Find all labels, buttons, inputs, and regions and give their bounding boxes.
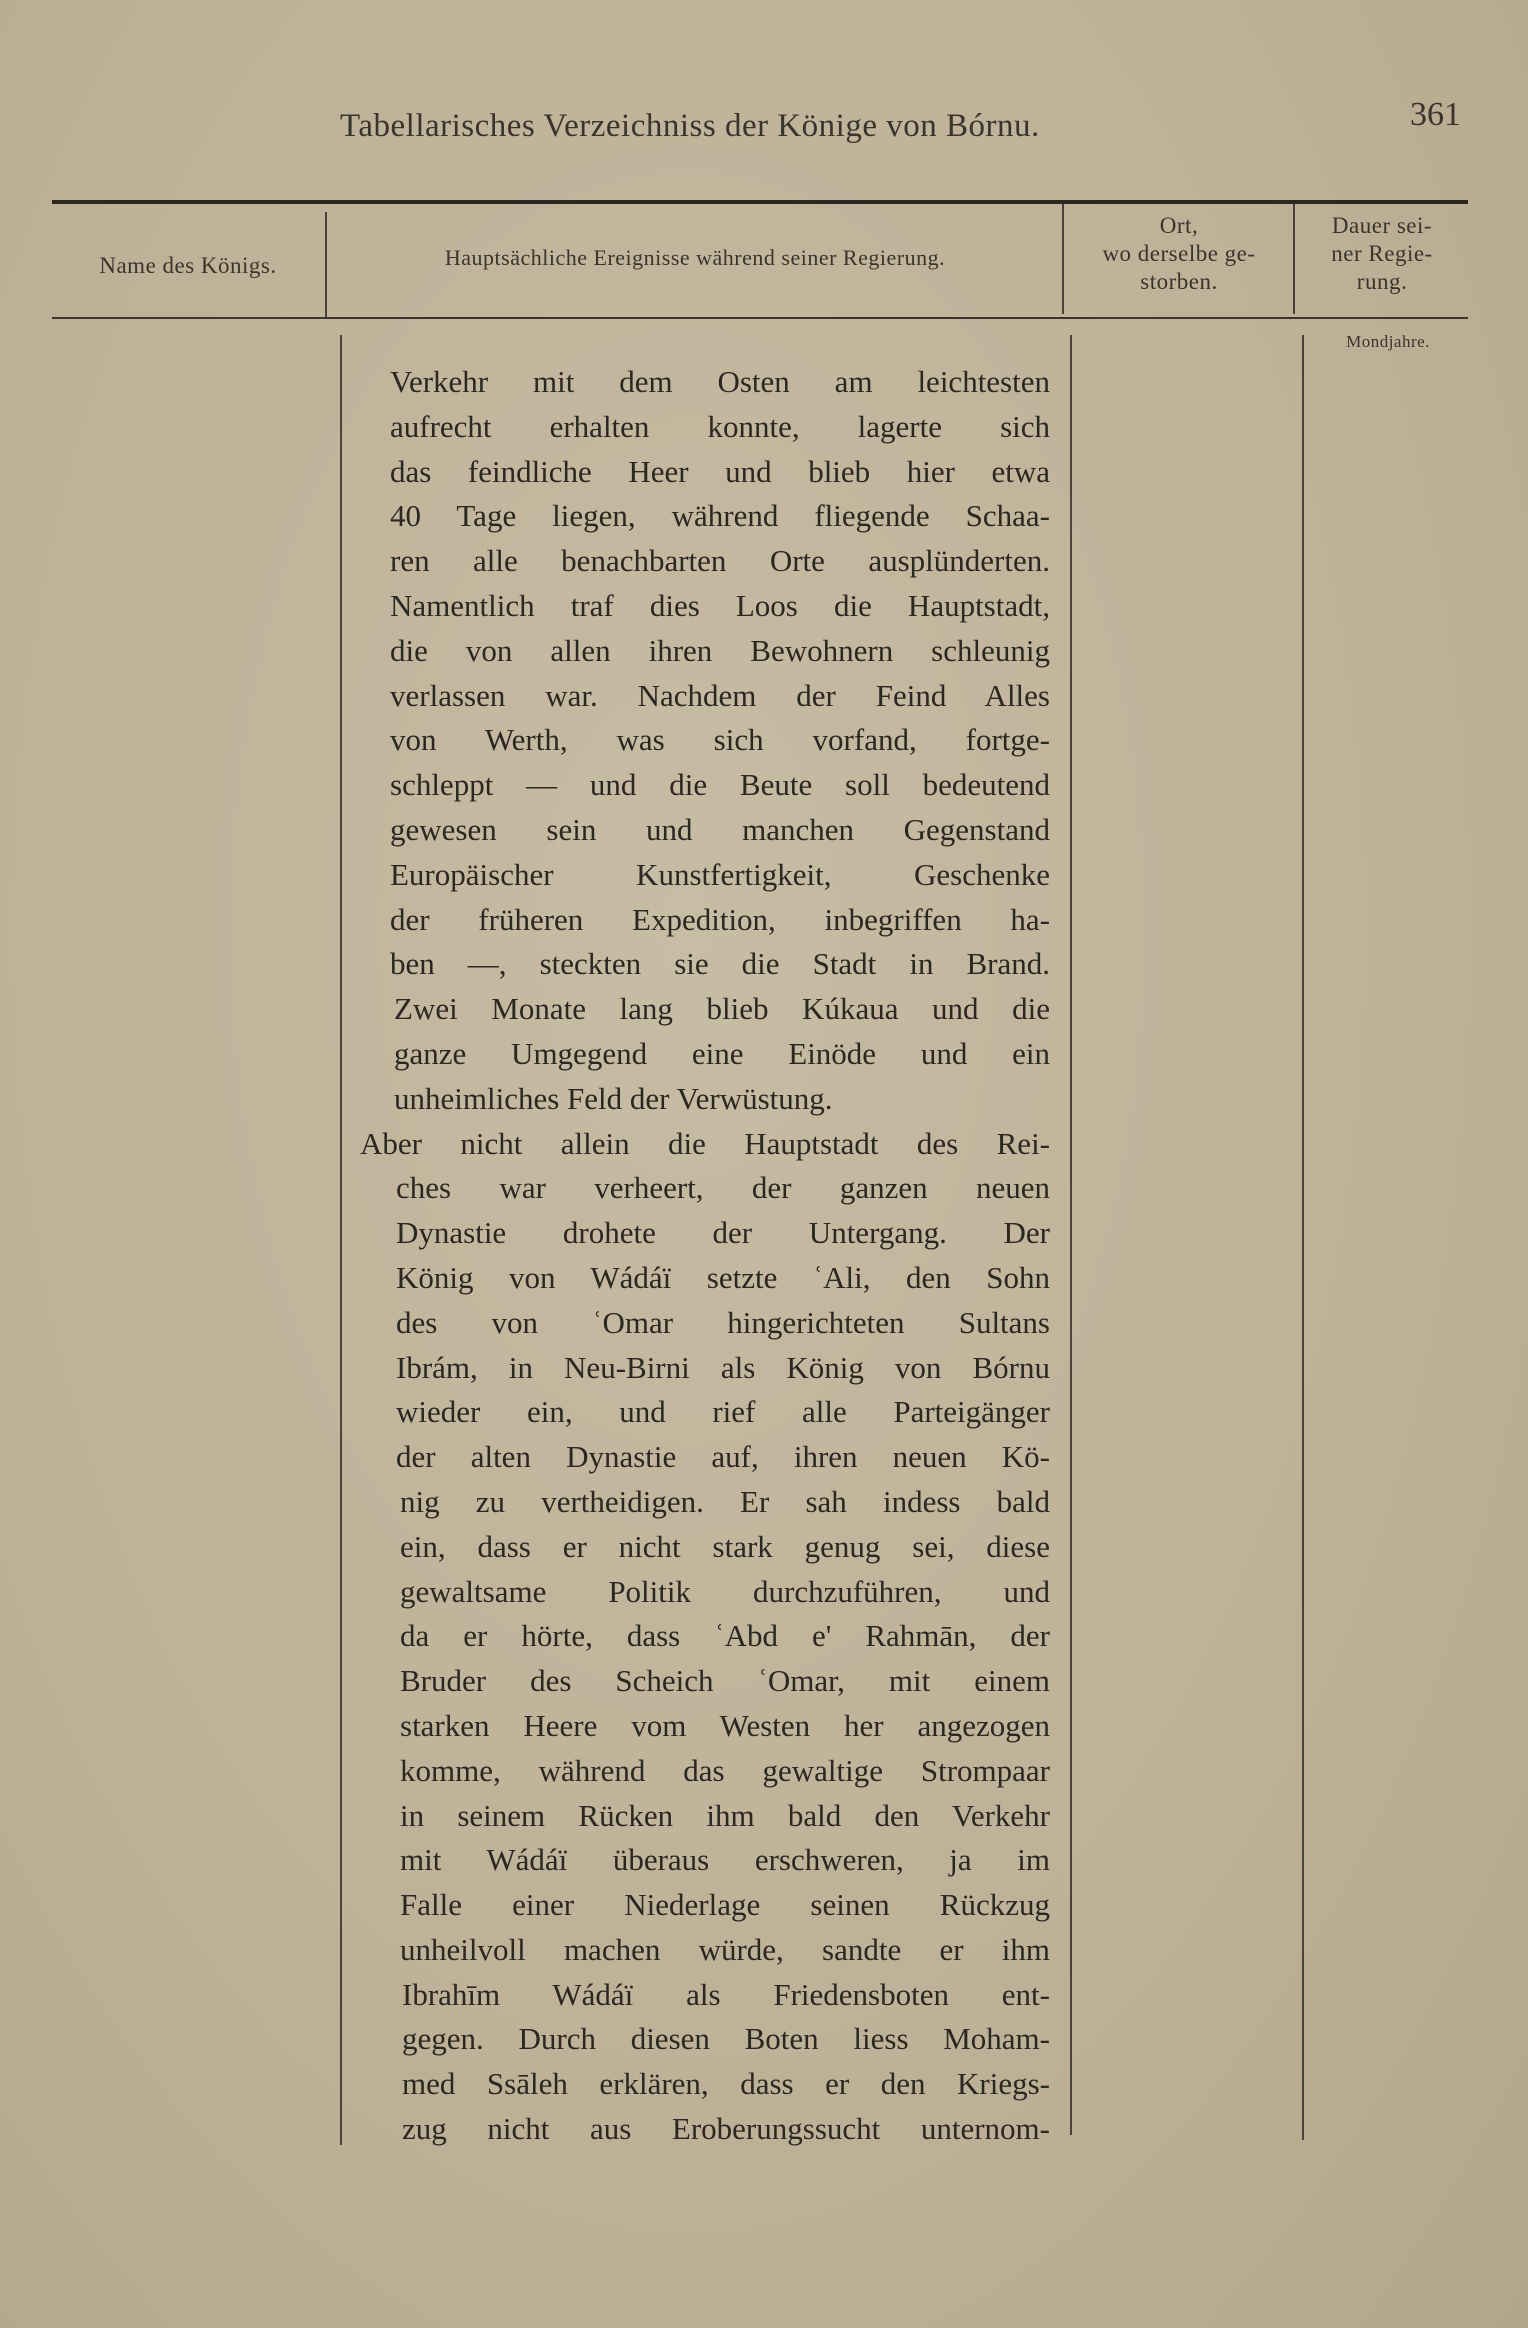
text-line: med Ssāleh erklären, dass er den Kriegs- — [402, 2066, 1050, 2102]
text-line: wieder ein, und rief alle Parteigänger — [396, 1394, 1050, 1430]
text-line: Falle einer Niederlage seinen Rückzug — [400, 1887, 1050, 1923]
top-rule — [52, 200, 1468, 204]
column-header-duration-line: rung. — [1356, 269, 1408, 294]
text-line: Zwei Monate lang blieb Kúkaua und die — [394, 991, 1050, 1027]
text-line: verlassen war. Nachdem der Feind Alles — [390, 677, 1050, 713]
text-line: die von allen ihren Bewohnern schleunig — [390, 632, 1050, 668]
header-divider-2 — [1062, 204, 1064, 314]
text-line: ben —, steckten sie die Stadt in Brand. — [390, 946, 1050, 982]
events-text — [360, 360, 1050, 2152]
header-rule — [52, 317, 1468, 319]
text-line: schleppt — und die Beute soll bedeutend — [390, 767, 1050, 803]
text-line: Ibrahīm Wádáï als Friedensboten ent- — [402, 1976, 1050, 2012]
text-line: Namentlich traf dies Loos die Hauptstadt, — [390, 587, 1050, 623]
column-header-duration — [1296, 212, 1468, 296]
text-line: ganze Umgegend eine Einöde und ein — [394, 1035, 1050, 1071]
text-line: unheimliches Feld der Verwüstung. — [394, 1080, 833, 1116]
text-line: der früheren Expedition, inbegriffen ha- — [390, 901, 1050, 937]
duration-unit-label: Mondjahre. — [1346, 332, 1430, 351]
text-line: zug nicht aus Eroberungssucht unternom- — [402, 2111, 1050, 2147]
text-line: in seinem Rücken ihm bald den Verkehr — [400, 1797, 1050, 1833]
body-divider-2 — [1070, 335, 1072, 2135]
text-line: Europäischer Kunstfertigkeit, Geschenke — [390, 856, 1050, 892]
column-header-place-line: storben. — [1140, 269, 1218, 294]
column-header-duration-line: ner Regie- — [1331, 241, 1433, 266]
text-line: König von Wádáï setzte ʿAli, den Sohn — [396, 1259, 1050, 1295]
text-line: starken Heere vom Westen her angezogen — [400, 1707, 1050, 1743]
header-divider-3 — [1293, 204, 1295, 314]
text-line: von Werth, was sich vorfand, fortge- — [390, 722, 1050, 758]
column-header-place-line: Ort, — [1159, 213, 1199, 238]
page-number: 361 — [1410, 96, 1461, 133]
body-divider-1 — [340, 335, 342, 2145]
text-line: das feindliche Heer und blieb hier etwa — [390, 453, 1050, 489]
text-line: aufrecht erhalten konnte, lagerte sich — [390, 408, 1050, 444]
text-line: mit Wádáï überaus erschweren, ja im — [400, 1842, 1050, 1878]
text-line: Verkehr mit dem Osten am leichtesten — [390, 364, 1050, 399]
column-header-name: Name des Königs. — [99, 253, 277, 278]
text-line: Aber nicht allein die Hauptstadt des Rei- — [360, 1125, 1050, 1161]
column-header-duration-line: Dauer sei- — [1331, 213, 1433, 238]
text-line: ches war verheert, der ganzen neuen — [396, 1170, 1050, 1206]
column-header-place — [1066, 212, 1292, 296]
text-line: komme, während das gewaltige Strompaar — [400, 1752, 1050, 1788]
text-line: nig zu vertheidigen. Er sah indess bald — [400, 1483, 1050, 1519]
text-line: Ibrám, in Neu-Birni als König von Bórnu — [396, 1349, 1050, 1385]
text-line: des von ʿOmar hingerichteten Sultans — [396, 1304, 1050, 1340]
text-line: gewesen sein und manchen Gegenstand — [390, 811, 1050, 847]
text-line: ein, dass er nicht stark genug sei, diese — [400, 1528, 1050, 1564]
text-line: da er hörte, dass ʿAbd e' Rahmān, der — [400, 1618, 1050, 1654]
text-line: gegen. Durch diesen Boten liess Moham- — [402, 2021, 1050, 2057]
column-header-place-line: wo derselbe ge- — [1102, 241, 1256, 266]
running-title: Tabellarisches Verzeichniss der Könige von Bórnu. — [340, 108, 1040, 144]
text-line: 40 Tage liegen, während fliegende Schaa- — [390, 498, 1050, 534]
header-divider-1 — [325, 212, 327, 317]
column-header-events: Hauptsächliche Ereignisse während seiner Regierung. — [444, 245, 946, 270]
text-line: unheilvoll machen würde, sandte er ihm — [400, 1931, 1050, 1967]
body-divider-3 — [1302, 335, 1304, 2140]
text-line: Bruder des Scheich ʿOmar, mit einem — [400, 1663, 1050, 1699]
text-line: ren alle benachbarten Orte ausplünderten. — [390, 543, 1050, 579]
text-line: der alten Dynastie auf, ihren neuen Kö- — [396, 1439, 1050, 1475]
text-line: Dynastie drohete der Untergang. Der — [396, 1215, 1050, 1251]
text-line: gewaltsame Politik durchzuführen, und — [400, 1573, 1050, 1609]
